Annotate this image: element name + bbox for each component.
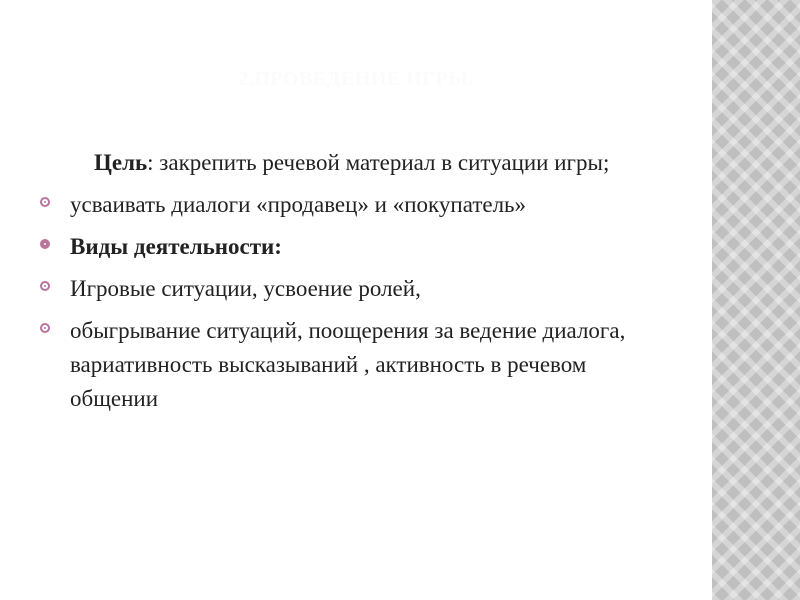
list-item-text: Виды деятельности: [70, 234, 282, 259]
circle-bullet-icon [40, 239, 50, 249]
list-item-text: Игровые ситуации, усвоение ролей, [70, 276, 421, 301]
slide-title: 2.ПРОВЕДЕНИЕ ИГРЫ. [238, 68, 474, 90]
slide-content [70, 146, 670, 424]
list-item-text: обыгрывание ситуаций, поощерения за ведение диалога, вариативность высказываний , активность в речевом общении [70, 318, 626, 411]
goal-text: : закрепить речевой материал в ситуации игры; [147, 150, 610, 175]
goal-label: Цель [94, 150, 148, 175]
circle-bullet-icon [40, 197, 50, 207]
list-item-text: усваивать диалоги «продавец» и «покупатель» [70, 192, 527, 217]
list-item [70, 188, 670, 222]
list-item [70, 314, 670, 416]
list-item [70, 272, 670, 306]
circle-bullet-icon [40, 323, 50, 333]
goal-paragraph [70, 146, 670, 180]
list-item [70, 230, 670, 264]
decorative-pattern-strip [712, 0, 800, 600]
circle-bullet-icon [40, 281, 50, 291]
